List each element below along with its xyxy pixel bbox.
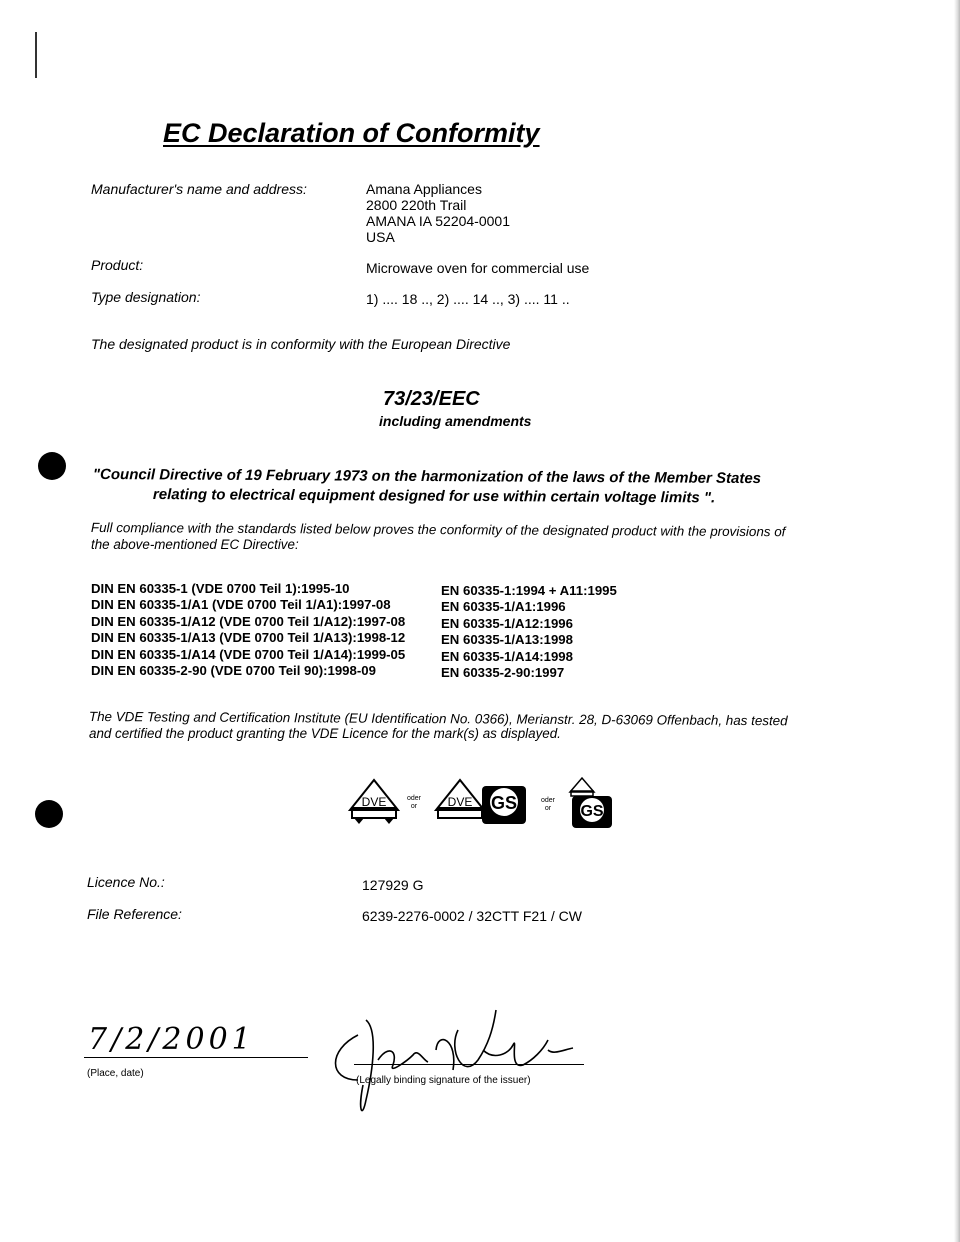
standard-item: DIN EN 60335-1/A1 (VDE 0700 Teil 1/A1):1997-08 — [91, 597, 391, 613]
oder-label-1: oder — [406, 795, 422, 802]
gs-mark-icon — [482, 786, 526, 824]
punch-hole-top — [38, 452, 66, 480]
vde-mark-icon — [350, 780, 398, 824]
vde-gs-marks-graphic — [344, 772, 624, 832]
address-line: 2800 220th Trail — [366, 197, 467, 213]
handwritten-signature — [318, 990, 588, 1130]
signature-line — [354, 1064, 584, 1065]
standard-item: DIN EN 60335-1/A13 (VDE 0700 Teil 1/A13):1998-12 — [91, 630, 406, 646]
or-label-2: or — [544, 805, 552, 812]
address-line: AMANA IA 52204-0001 — [366, 213, 510, 229]
directive-number: 73/23/EEC — [383, 388, 480, 410]
council-directive-line-1: "Council Directive of 19 February 1973 on the harmonization of the laws of the Member States — [92, 466, 762, 488]
standard-item: DIN EN 60335-1/A12 (VDE 0700 Teil 1/A12):1997-08 — [91, 613, 406, 629]
vde-line-1: The VDE Testing and Certification Institute (EU Identification No. 0366), Merianstr. 28, D-63069 Offenbach, has tested — [88, 709, 788, 729]
directive-amendments: including amendments — [379, 413, 532, 429]
standard-item: EN 60335-1:1994 + A11:1995 — [441, 583, 617, 598]
standard-item: EN 60335-2-90:1997 — [441, 665, 565, 681]
file-reference-value: 6239-2276-0002 / 32CTT F21 / CW — [362, 908, 582, 924]
document-title: EC Declaration of Conformity — [163, 118, 540, 148]
address-line: Amana Appliances — [366, 181, 482, 197]
certification-marks — [344, 772, 624, 832]
standard-item: EN 60335-1/A14:1998 — [441, 648, 573, 664]
gs-mark-text: GS — [580, 803, 604, 820]
type-designation-label: Type designation: — [91, 289, 201, 305]
vde-line-2: and certified the product granting the VDE Licence for the mark(s) as displayed. — [89, 726, 561, 741]
signature-graphic — [318, 990, 588, 1130]
standard-item: DIN EN 60335-1/A14 (VDE 0700 Teil 1/A14):1999-05 — [91, 646, 406, 662]
date-line — [84, 1057, 308, 1058]
standards-en-column — [441, 583, 617, 681]
scan-artifact-line — [35, 32, 37, 78]
oder-label-2: oder — [540, 797, 556, 804]
vde-mark-text: DVE — [447, 795, 473, 809]
place-date-caption: (Place, date) — [87, 1068, 144, 1079]
product-label: Product: — [91, 257, 144, 273]
signature-caption: (Legally binding signature of the issuer) — [356, 1075, 531, 1086]
licence-label: Licence No.: — [87, 874, 165, 890]
manufacturer-address — [366, 181, 510, 245]
or-label-1: or — [410, 803, 418, 810]
compliance-line-2: the above-mentioned EC Directive: — [91, 537, 299, 552]
page-edge-shadow — [954, 0, 960, 1242]
vde-mark-text: DVE — [361, 795, 387, 809]
licence-value: 127929 G — [362, 877, 424, 893]
standard-item: EN 60335-1/A13:1998 — [441, 632, 573, 648]
standard-item: EN 60335-1/A1:1996 — [441, 599, 566, 615]
file-reference-label: File Reference: — [87, 906, 182, 922]
standard-item: DIN EN 60335-1 (VDE 0700 Teil 1):1995-10 — [91, 581, 350, 596]
vde-gs-combined-icon — [570, 778, 612, 828]
address-line: USA — [366, 229, 395, 245]
compliance-line-1: Full compliance with the standards listed below proves the conformity of the designated product with the provisions of — [90, 520, 786, 540]
manufacturer-label: Manufacturer's name and address: — [91, 181, 307, 197]
gs-mark-text: GS — [490, 793, 518, 813]
conformity-statement: The designated product is in conformity with the European Directive — [91, 336, 511, 352]
standard-item: DIN EN 60335-2-90 (VDE 0700 Teil 90):1998-09 — [91, 663, 376, 679]
punch-hole-bottom — [35, 800, 63, 828]
handwritten-date: 7/2/2001 — [88, 1022, 255, 1057]
type-designation-value: 1) .... 18 .., 2) .... 14 .., 3) .... 11 .. — [366, 291, 570, 307]
standards-din-column — [91, 581, 405, 679]
council-directive-line-2: relating to electrical equipment designed for use within certain voltage limits ". — [152, 486, 716, 507]
standard-item: EN 60335-1/A12:1996 — [441, 615, 573, 631]
vde-mark-icon — [436, 780, 484, 818]
product-value: Microwave oven for commercial use — [366, 260, 590, 276]
